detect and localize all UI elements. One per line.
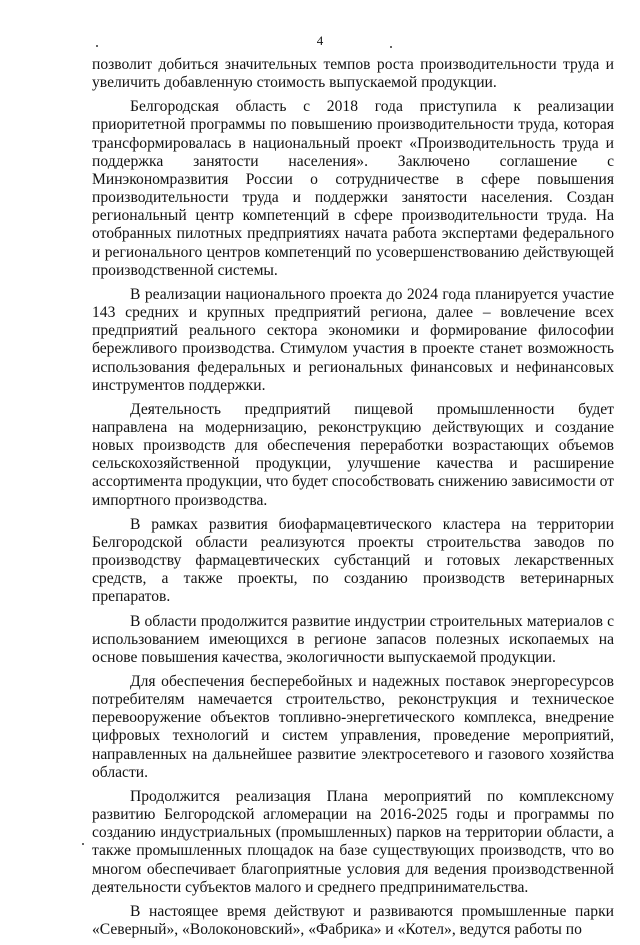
document-body	[92, 56, 614, 945]
paragraph: Для обеспечения бесперебойных и надежных поставок энергоресурсов потребителям намечается строительство, реконструкция и техническое перевооружение объектов топливно-энергетического комплекса, внедрение цифровых технологий и систем управления, проведение мероприятий, направленных на дальнейшее развитие электросетевого и газового хозяйства области.	[92, 673, 614, 781]
paragraph: позволит добиться значительных темпов роста производительности труда и увеличить добавленную стоимость выпускаемой продукции.	[92, 56, 614, 92]
page-number: 4	[316, 33, 324, 48]
scan-speck	[82, 843, 84, 845]
paragraph: В рамках развития биофармацевтического кластера на территории Белгородской области реализуются проекты строительства заводов по производству фармацевтических субстанций и готовых лекарственных средств, а также проекты, по созданию производств ветеринарных препаратов.	[92, 515, 614, 606]
paragraph: Продолжится реализация Плана мероприятий по комплексному развитию Белгородской агломерации на 2016-2025 годы и программы по созданию индустриальных (промышленных) парков на территории области, а также промышленных площадок на базе существующих производств, что во многом обеспечивает благоприятные условия для ведения производственной деятельности субъектов малого и среднего предпринимательства.	[92, 787, 614, 896]
paragraph: Деятельность предприятий пищевой промышленности будет направлена на модернизацию, реконструкцию действующих и создание новых производств для обеспечения переработки возрастающих объемов сельскохозяйственной продукции, улучшение качества и расширение ассортимента продукции, что будет способствовать снижению зависимости от импортного производства.	[92, 400, 614, 509]
paragraph: В области продолжится развитие индустрии строительных материалов с использованием имеющихся в регионе запасов полезных ископаемых на основе повышения качества, экологичности выпускаемой продукции.	[92, 612, 614, 666]
paragraph: В реализации национального проекта до 2024 года планируется участие 143 средних и крупных предприятий региона, далее – вовлечение всех предприятий реального сектора экономики и формирование философии бережливого производства. Стимулом участия в проекте станет возможность использования федеральных и региональных финансовых и нефинансовых инструментов поддержки.	[92, 285, 614, 394]
paragraph: Белгородская область с 2018 года приступила к реализации приоритетной программы по повышению производительности труда, которая трансформировалась в национальный проект «Производительность труда и поддержка занятости населения». Заключено соглашение с Минэкономразвития России о сотрудничестве в сфере повышения производительности труда и поддержки занятости населения. Создан региональный центр компетенций в сфере производительности труда. На отобранных пилотных предприятиях начата работа экспертами федерального и регионального центров компетенций по усовершенствованию действующей производственной системы.	[92, 98, 614, 279]
paragraph: В настоящее время действуют и развиваются промышленные парки «Северный», «Волоконовский», «Фабрика» и «Котел», ведутся работы по	[92, 902, 614, 939]
